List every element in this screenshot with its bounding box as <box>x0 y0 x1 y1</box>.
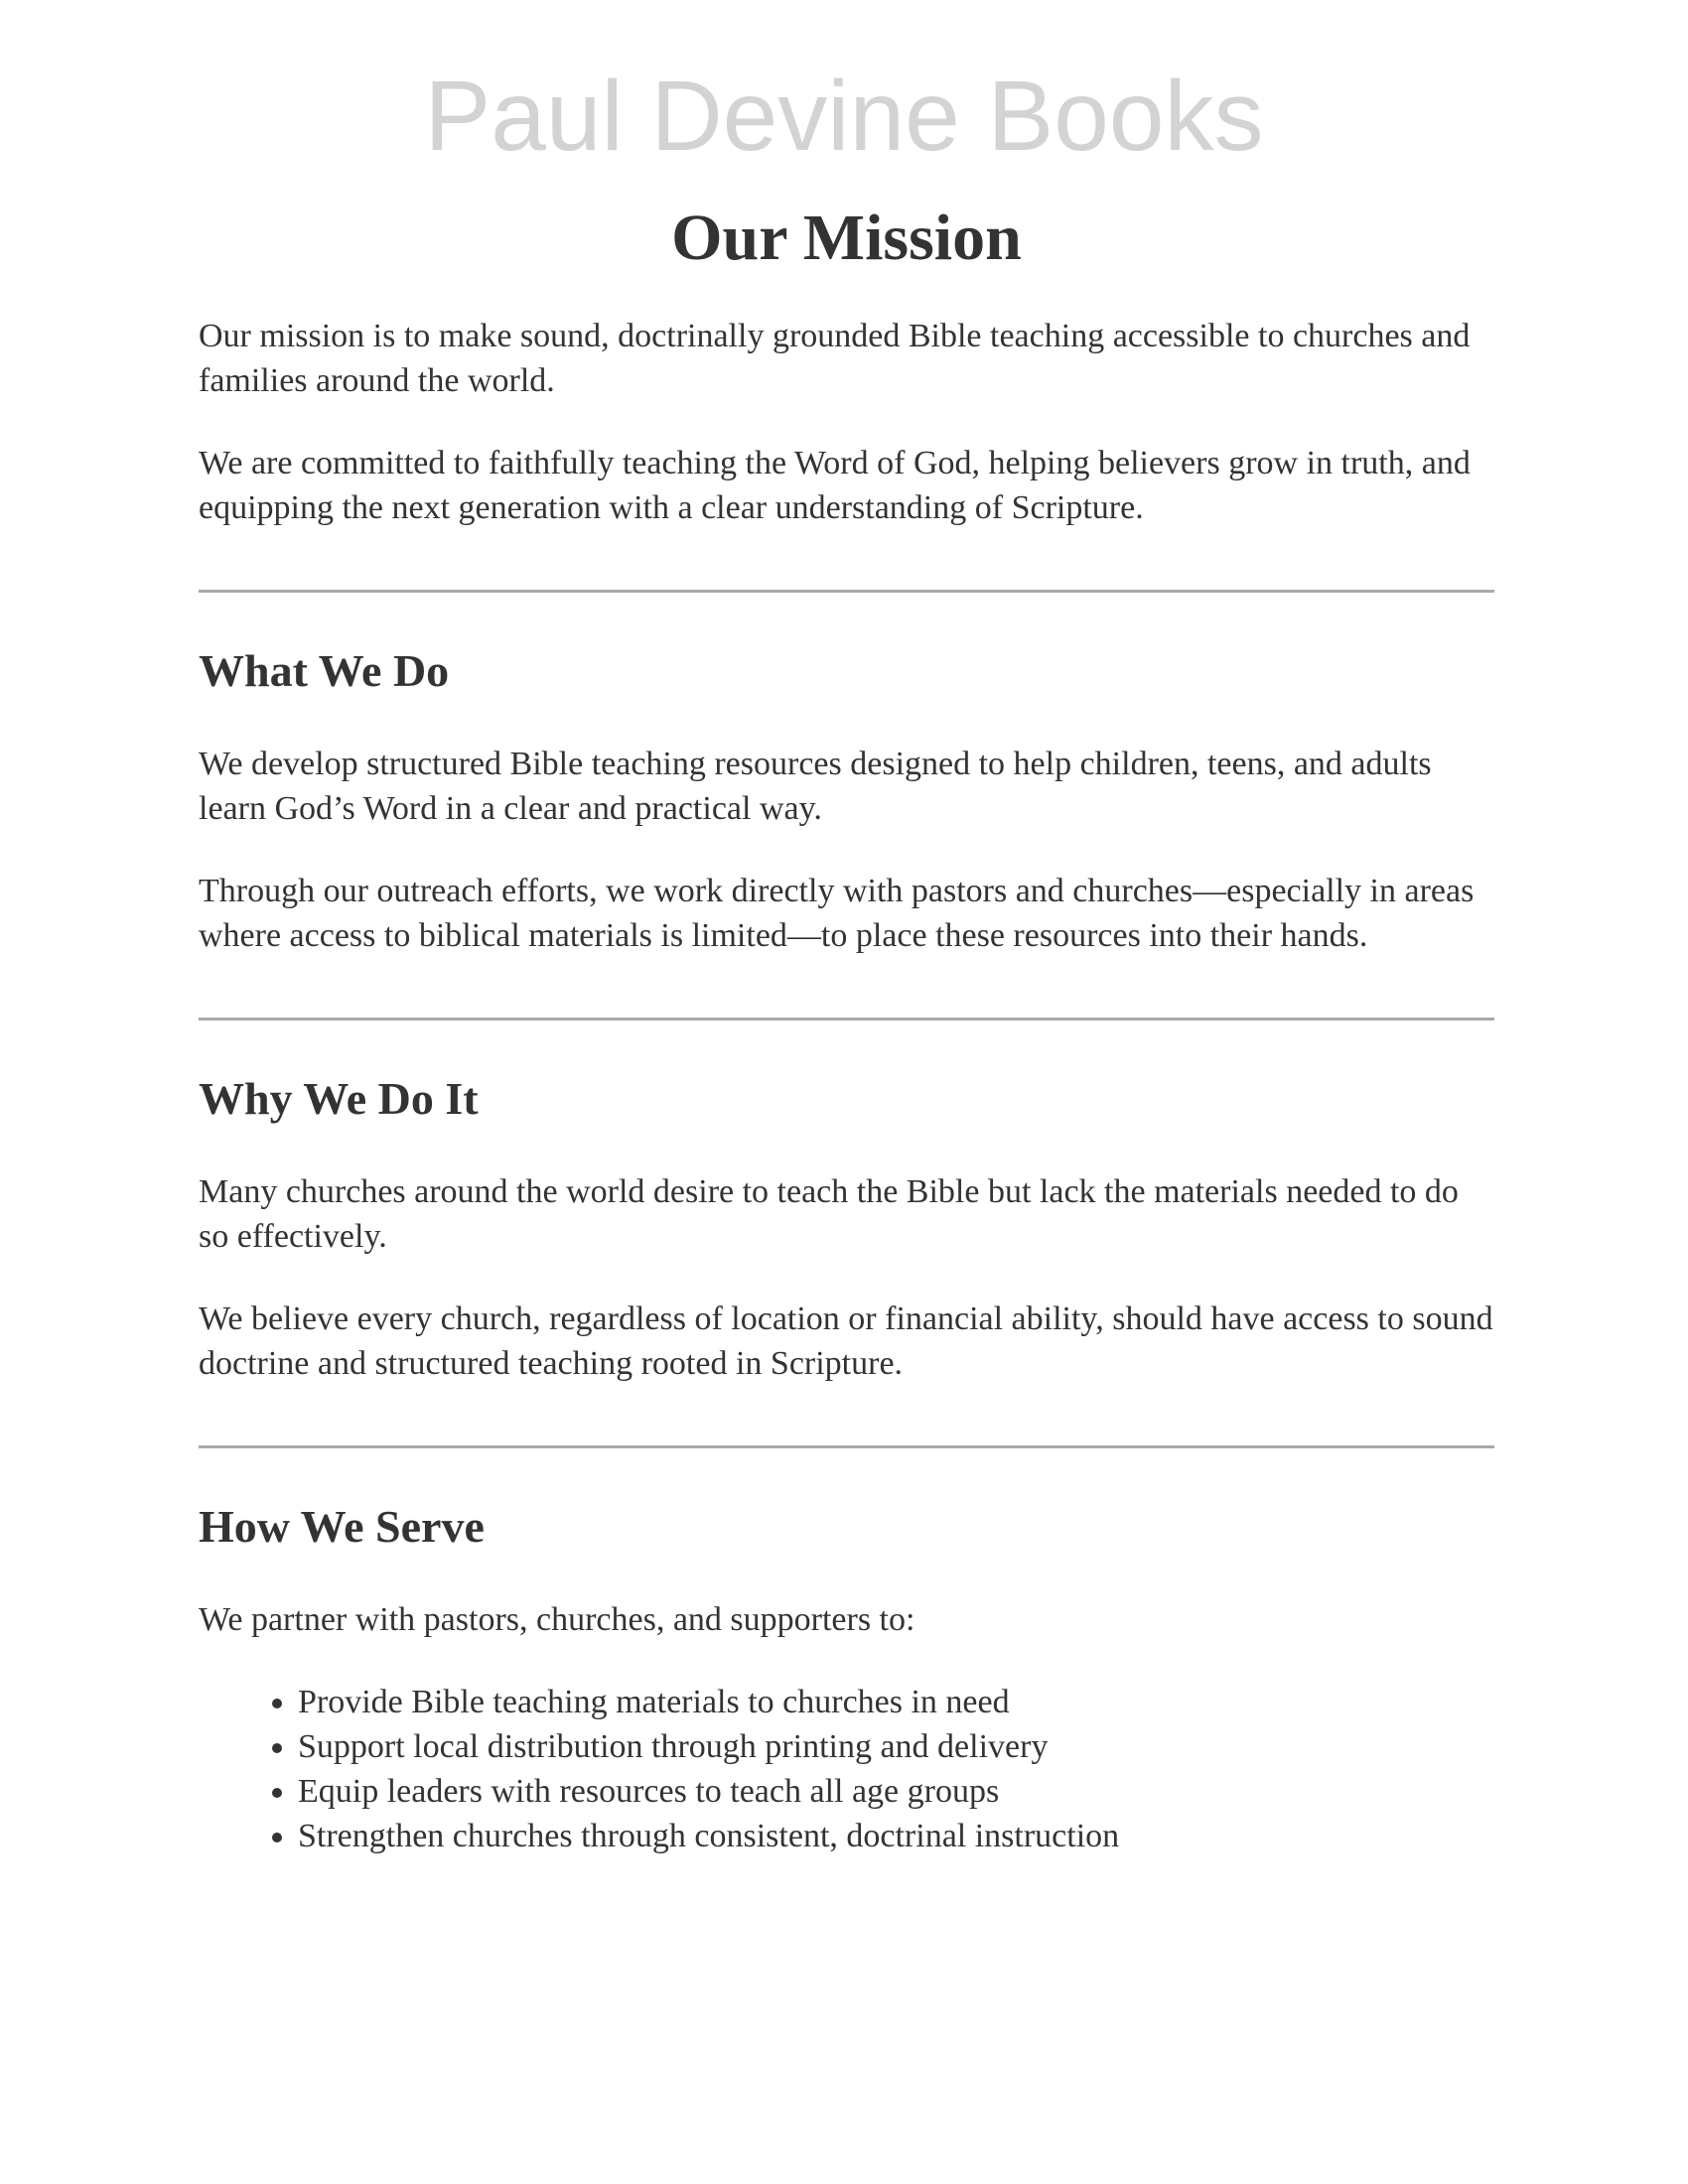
section-divider <box>199 1445 1494 1448</box>
section-paragraph: Many churches around the world desire to teach the Bible but lack the materials needed to do so effectively. <box>199 1173 1459 1255</box>
mission-section <box>199 314 1494 530</box>
section-paragraph: Through our outreach efforts, we work directly with pastors and churches—especially in areas where access to biblical materials is limited—to place these resources into their hands. <box>199 873 1475 954</box>
section-heading: How We Serve <box>199 1501 485 1552</box>
page-title: Our Mission <box>671 202 1022 274</box>
what-we-do-section <box>199 644 1494 958</box>
document-body <box>199 199 1494 1858</box>
list-item: • Equip leaders with resources to teach all age groups <box>298 1769 1494 1814</box>
section-paragraph: We develop structured Bible teaching resources designed to help children, teens, and adults learn God’s Word in a clear and practical way. <box>199 746 1432 827</box>
section-intro: We partner with pastors, churches, and supporters to: <box>199 1601 915 1638</box>
list-item: • Strengthen churches through consistent, doctrinal instruction <box>298 1814 1494 1858</box>
section-divider <box>199 1018 1494 1021</box>
mission-paragraph: Our mission is to make sound, doctrinally grounded Bible teaching accessible to churches and families around the world. <box>199 318 1471 399</box>
why-we-do-it-section <box>199 1072 1494 1386</box>
section-heading: What We Do <box>199 645 450 696</box>
section-divider <box>199 590 1494 593</box>
section-paragraph: We believe every church, regardless of location or financial ability, should have access to sound doctrine and structured teaching rooted in Scripture. <box>199 1300 1493 1382</box>
mission-paragraph: We are committed to faithfully teaching the Word of God, helping believers grow in truth, and equipping the next generation with a clear understanding of Scripture. <box>199 445 1471 526</box>
how-we-serve-section <box>199 1500 1494 1858</box>
section-heading: Why We Do It <box>199 1073 479 1124</box>
brand-watermark: Paul Devine Books <box>424 61 1264 172</box>
serve-list <box>199 1680 1494 1858</box>
list-item: • Provide Bible teaching materials to churches in need <box>298 1680 1494 1724</box>
list-item: • Support local distribution through printing and delivery <box>298 1724 1494 1769</box>
